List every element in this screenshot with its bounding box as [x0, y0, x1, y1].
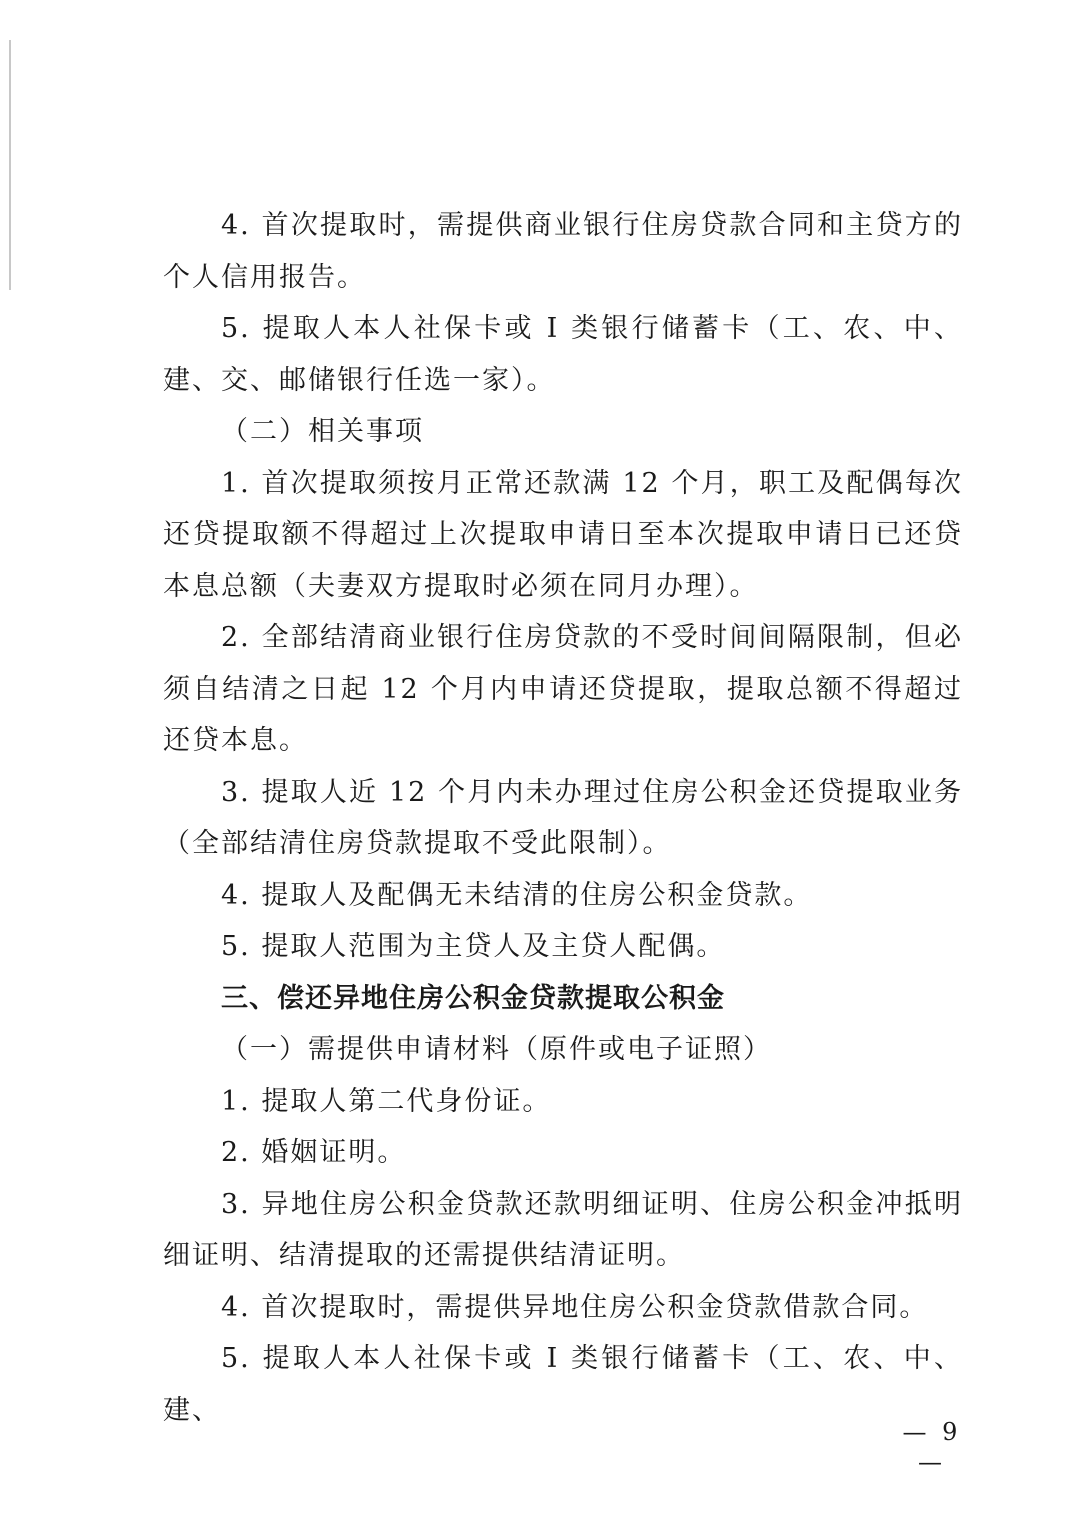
paragraph-no-outstanding-loan: 4. 提取人及配偶无未结清的住房公积金贷款。 [221, 879, 813, 911]
paragraph-bank-card-continued: 5. 提取人本人社保卡或 I 类银行储蓄卡（工、农、中、建、 [163, 1343, 963, 1426]
paragraph-credit-report: 4. 首次提取时，需提供商业银行住房贷款合同和主贷方的个人信用报告。 [163, 210, 963, 293]
subheading-related-matters: （二）相关事项 [221, 416, 424, 447]
paragraph-first-withdrawal: 1. 首次提取须按月正常还款满 12 个月，职工及配偶每次还贷提取额不得超过上次提取申请日至本次提取申请日已还贷本息总额（夫妻双方提取时必须在同月办理）。 [163, 467, 963, 602]
paragraph-repayment-details: 3. 异地住房公积金贷款还款明细证明、住房公积金冲抵明细证明、结清提取的还需提供结清证明。 [163, 1188, 963, 1271]
section-heading-remote-loan: 三、偿还异地住房公积金贷款提取公积金 [221, 982, 725, 1014]
paragraph-bank-card: 5. 提取人本人社保卡或 I 类银行储蓄卡（工、农、中、建、交、邮储银行任选一家）。 [163, 313, 963, 396]
paragraph-full-settlement: 2. 全部结清商业银行住房贷款的不受时间间隔限制，但必须自结清之日起 12 个月内申请还贷提取，提取总额不得超过还贷本息。 [163, 622, 963, 756]
scan-margin-line [9, 40, 11, 290]
subheading-application-materials: （一）需提供申请材料（原件或电子证照） [221, 1034, 772, 1065]
paragraph-marriage-certificate: 2. 婚姻证明。 [221, 1137, 407, 1168]
paragraph-twelve-months: 3. 提取人近 12 个月内未办理过住房公积金还贷提取业务（全部结清住房贷款提取不受此限制）。 [163, 776, 963, 859]
paragraph-loan-contract: 4. 首次提取时，需提供异地住房公积金贷款借款合同。 [221, 1291, 929, 1323]
document-body [163, 200, 963, 1436]
page-number: — 9 — [902, 1418, 962, 1476]
paragraph-applicant-scope: 5. 提取人范围为主贷人及主贷人配偶。 [221, 931, 726, 962]
paragraph-id-card: 1. 提取人第二代身份证。 [221, 1085, 552, 1117]
